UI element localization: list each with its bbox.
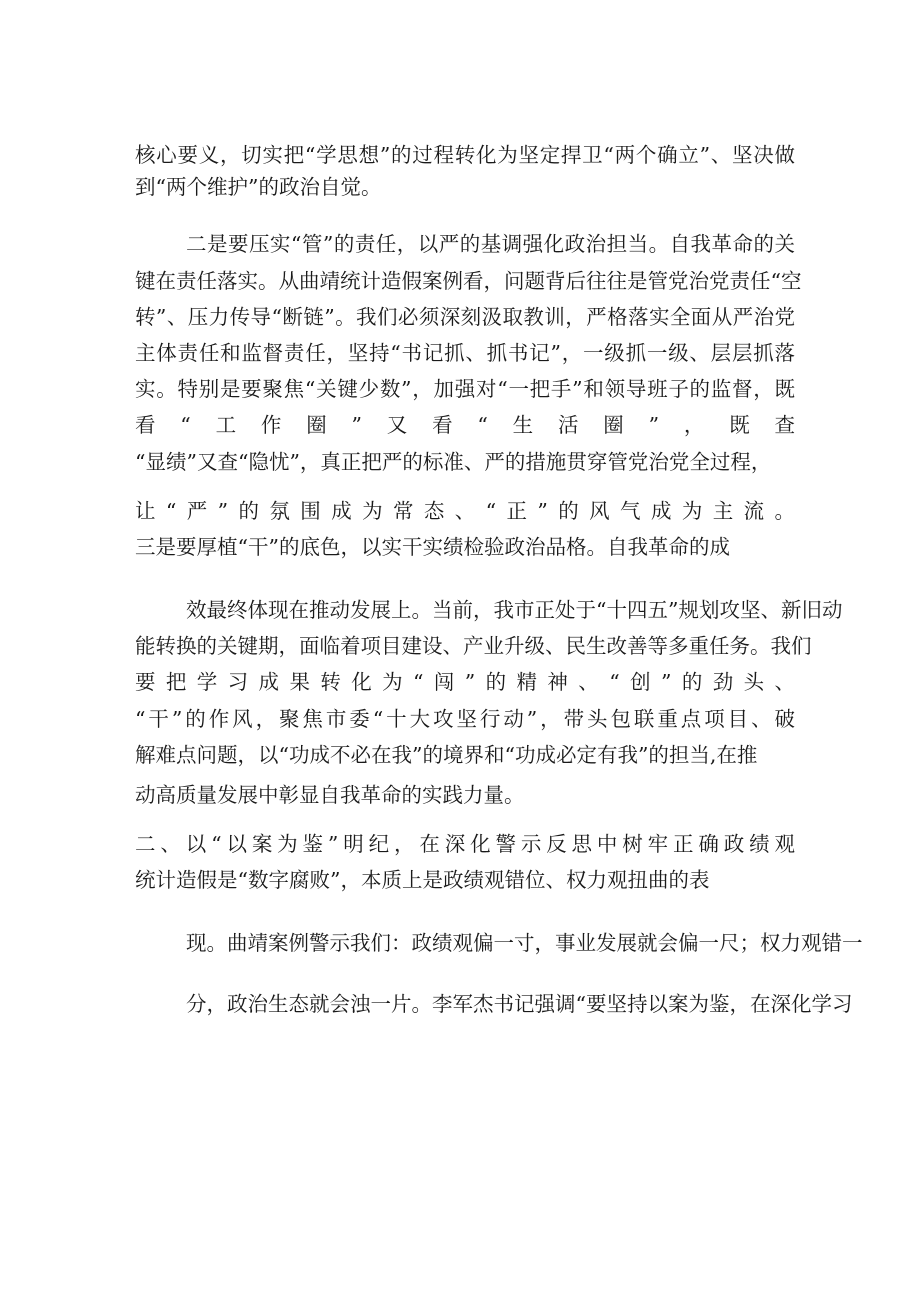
text-line: 动高质量发展中彰显自我革命的实践力量。 (135, 783, 525, 807)
text-line: 三是要厚植“干”的底色，以实干实绩检验政治品格。自我革命的成 (135, 535, 730, 559)
section-heading: 现。曲靖案例警示我们：政绩观偏一寸，事业发展就会偏一尺；权力观错一 (186, 931, 863, 955)
text-line: 统计造假是“数字腐败”，本质上是政绩观错位、权力观扭曲的表 (135, 868, 710, 892)
paragraph-start-line: 二是要压实“管”的责任，以严的基调强化政治担当。自我革命的关 (186, 232, 795, 256)
text-line: 二、以“以案为鉴”明纪，在深化警示反思中树牢正确政绩观 (135, 832, 795, 856)
text-line: 能转换的关键期，面临着项目建设、产业升级、民生改善等多重任务。我们 (135, 634, 812, 658)
text-line: 键在责任落实。从曲靖统计造假案例看，问题背后往往是管党治党责任“空 (135, 269, 802, 293)
text-line: 实。特别是要聚焦“关键少数”，加强对“一把手”和领导班子的监督，既 (135, 377, 795, 401)
text-line: 解难点问题，以“功成不必在我”的境界和“功成必定有我”的担当,在推 (135, 743, 758, 767)
text-line: 核心要义，切实把“学思想”的过程转化为坚定捍卫“两个确立”、坚决做 (135, 143, 795, 167)
text-line: 转”、压力传导“断链”。我们必须深刻汲取教训，严格落实全面从严治党 (135, 305, 795, 329)
text-line: 看“工作圈”又看“生活圈”，既查 (135, 413, 795, 437)
text-line: 让“严”的氛围成为常态、“正”的风气成为主流。 (135, 499, 795, 523)
paragraph-start-line: 效最终体现在推动发展上。当前，我市正处于“十四五”规划攻坚、新旧动 (186, 598, 843, 622)
text-line: 要把学习成果转化为“闯”的精神、“创”的劲头、 (135, 670, 795, 694)
text-line: 主体责任和监督责任，坚持“书记抓、抓书记”，一级抓一级、层层抓落 (135, 341, 795, 365)
paragraph-start-line: 分，政治生态就会浊一片。李军杰书记强调“要坚持以案为鉴，在深化学习 (186, 992, 853, 1016)
text-line: “干”的作风，聚焦市委“十大攻坚行动”，带头包联重点项目、破 (135, 707, 795, 731)
text-line: “显绩”又查“隐忧”，真正把严的标准、严的措施贯穿管党治党全过程， (135, 450, 772, 474)
text-line: 到“两个维护”的政治自觉。 (135, 175, 382, 199)
